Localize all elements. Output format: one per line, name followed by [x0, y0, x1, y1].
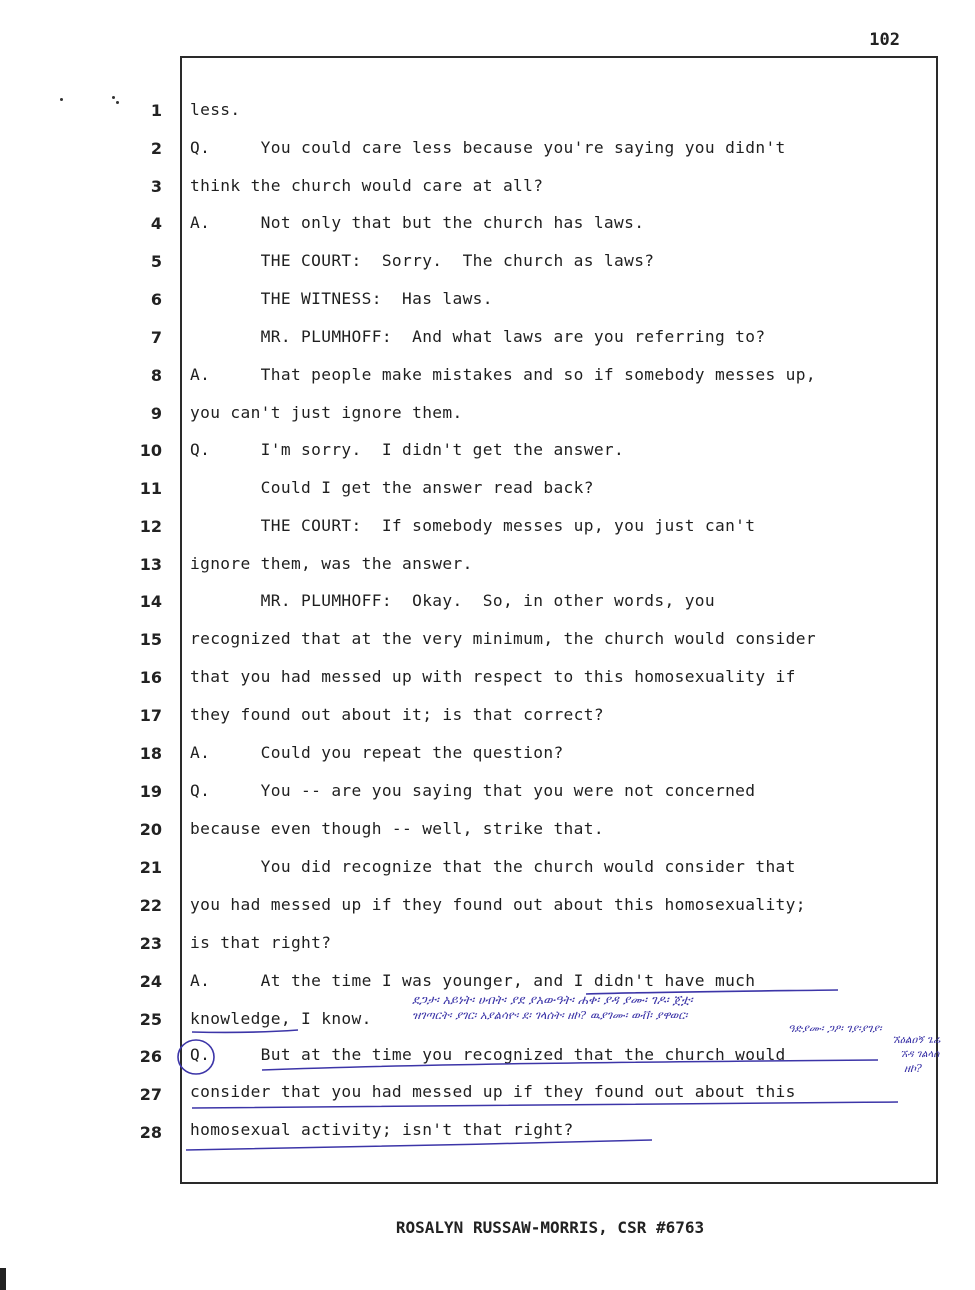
- line-number: 13: [139, 555, 162, 574]
- line-number: 20: [139, 820, 162, 839]
- handwritten-note-line-2: ዝገጣርት፡ ያገር፡ አያልሳዮ፡ ደ፡ ገላሰት፡ ዘኮ? ዉያገሙ፡ ወቭ፡ ያዋወር፡: [412, 1008, 688, 1022]
- line-number: 28: [139, 1123, 162, 1142]
- line-number: 26: [139, 1047, 162, 1066]
- line-number: 14: [139, 592, 162, 611]
- line-number: 10: [139, 441, 162, 460]
- handwritten-margin-note-2: ኧዳ ገልላሰ: [900, 1049, 940, 1060]
- line-text: A. At the time I was younger, and I didn't have much: [190, 971, 756, 990]
- handwritten-margin-note-1: ኧዕልዐኝ ጌሬ: [892, 1034, 941, 1046]
- line-text: MR. PLUMHOFF: Okay. So, in other words, you: [190, 591, 715, 610]
- line-text: Q. You -- are you saying that you were not concerned: [190, 781, 756, 800]
- line-text: MR. PLUMHOFF: And what laws are you referring to?: [190, 327, 766, 346]
- scan-speck: [112, 96, 115, 99]
- line-text: Q. I'm sorry. I didn't get the answer.: [190, 440, 625, 459]
- scan-speck: [116, 101, 119, 104]
- line-text: that you had messed up with respect to this homosexuality if: [190, 667, 796, 686]
- line-text: Could I get the answer read back?: [190, 478, 594, 497]
- line-number: 25: [139, 1010, 162, 1029]
- line-number: 24: [139, 972, 162, 991]
- line-text: You did recognize that the church would consider that: [190, 857, 796, 876]
- page-number: 102: [869, 30, 900, 50]
- line-number: 5: [150, 252, 162, 271]
- line-text: because even though -- well, strike that.: [190, 819, 604, 838]
- line-number: 23: [139, 934, 162, 953]
- line-text: consider that you had messed up if they found out about this: [190, 1082, 796, 1101]
- line-number: 16: [139, 668, 162, 687]
- line-number: 6: [150, 290, 162, 309]
- scan-speck: [60, 98, 63, 101]
- line-text: THE COURT: If somebody messes up, you just can't: [190, 516, 756, 535]
- line-text: less.: [190, 100, 241, 119]
- line-number: 12: [139, 517, 162, 536]
- line-text: is that right?: [190, 933, 332, 952]
- line-number: 8: [150, 366, 162, 385]
- line-text: Q. But at the time you recognized that the church would: [190, 1045, 786, 1064]
- line-number: 1: [150, 101, 162, 120]
- line-text: Q. You could care less because you're saying you didn't: [190, 138, 786, 157]
- handwritten-margin-note-3: ዘኮ?: [904, 1062, 922, 1075]
- line-text: A. That people make mistakes and so if somebody messes up,: [190, 365, 816, 384]
- line-number: 4: [150, 214, 162, 233]
- line-number: 7: [150, 328, 162, 347]
- reporter-footer: ROSALYN RUSSAW-MORRIS, CSR #6763: [395, 1218, 705, 1237]
- line-text: A. Could you repeat the question?: [190, 743, 564, 762]
- line-number: 3: [150, 177, 162, 196]
- line-text: ignore them, was the answer.: [190, 554, 473, 573]
- line-text: knowledge, I know.: [190, 1009, 372, 1028]
- line-text: homosexual activity; isn't that right?: [190, 1120, 574, 1139]
- line-number: 9: [150, 404, 162, 423]
- line-text: THE COURT: Sorry. The church as laws?: [190, 251, 655, 270]
- line-text: think the church would care at all?: [190, 176, 544, 195]
- line-text: you can't just ignore them.: [190, 403, 463, 422]
- line-number: 22: [139, 896, 162, 915]
- line-text: recognized that at the very minimum, the church would consider: [190, 629, 816, 648]
- line-number: 21: [139, 858, 162, 877]
- line-number: 19: [139, 782, 162, 801]
- line-number: 17: [139, 706, 162, 725]
- line-number: 11: [139, 479, 162, 498]
- line-text: they found out about it; is that correct?: [190, 705, 604, 724]
- line-number: 27: [139, 1085, 162, 1104]
- line-number: 15: [139, 630, 162, 649]
- line-number: 18: [139, 744, 162, 763]
- line-text: A. Not only that but the church has laws.: [190, 213, 645, 232]
- scan-edge-mark: [0, 1268, 6, 1290]
- line-text: you had messed up if they found out about this homosexuality;: [190, 895, 806, 914]
- line-number: 2: [150, 139, 162, 158]
- handwritten-note-line-1: ደጋታ፡ አይነት፡ ሀብት፡ ያደ ያአውዓት፡ ሐቀ፡ ያዳ ያሙ፡ ገዶ፡ ጀቷ፡: [412, 992, 693, 1007]
- line-text: THE WITNESS: Has laws.: [190, 289, 493, 308]
- handwritten-note-line-3: ዓድያሙ፡ ጋዖ፡ ገያ፡ያገያ፡: [788, 1022, 882, 1035]
